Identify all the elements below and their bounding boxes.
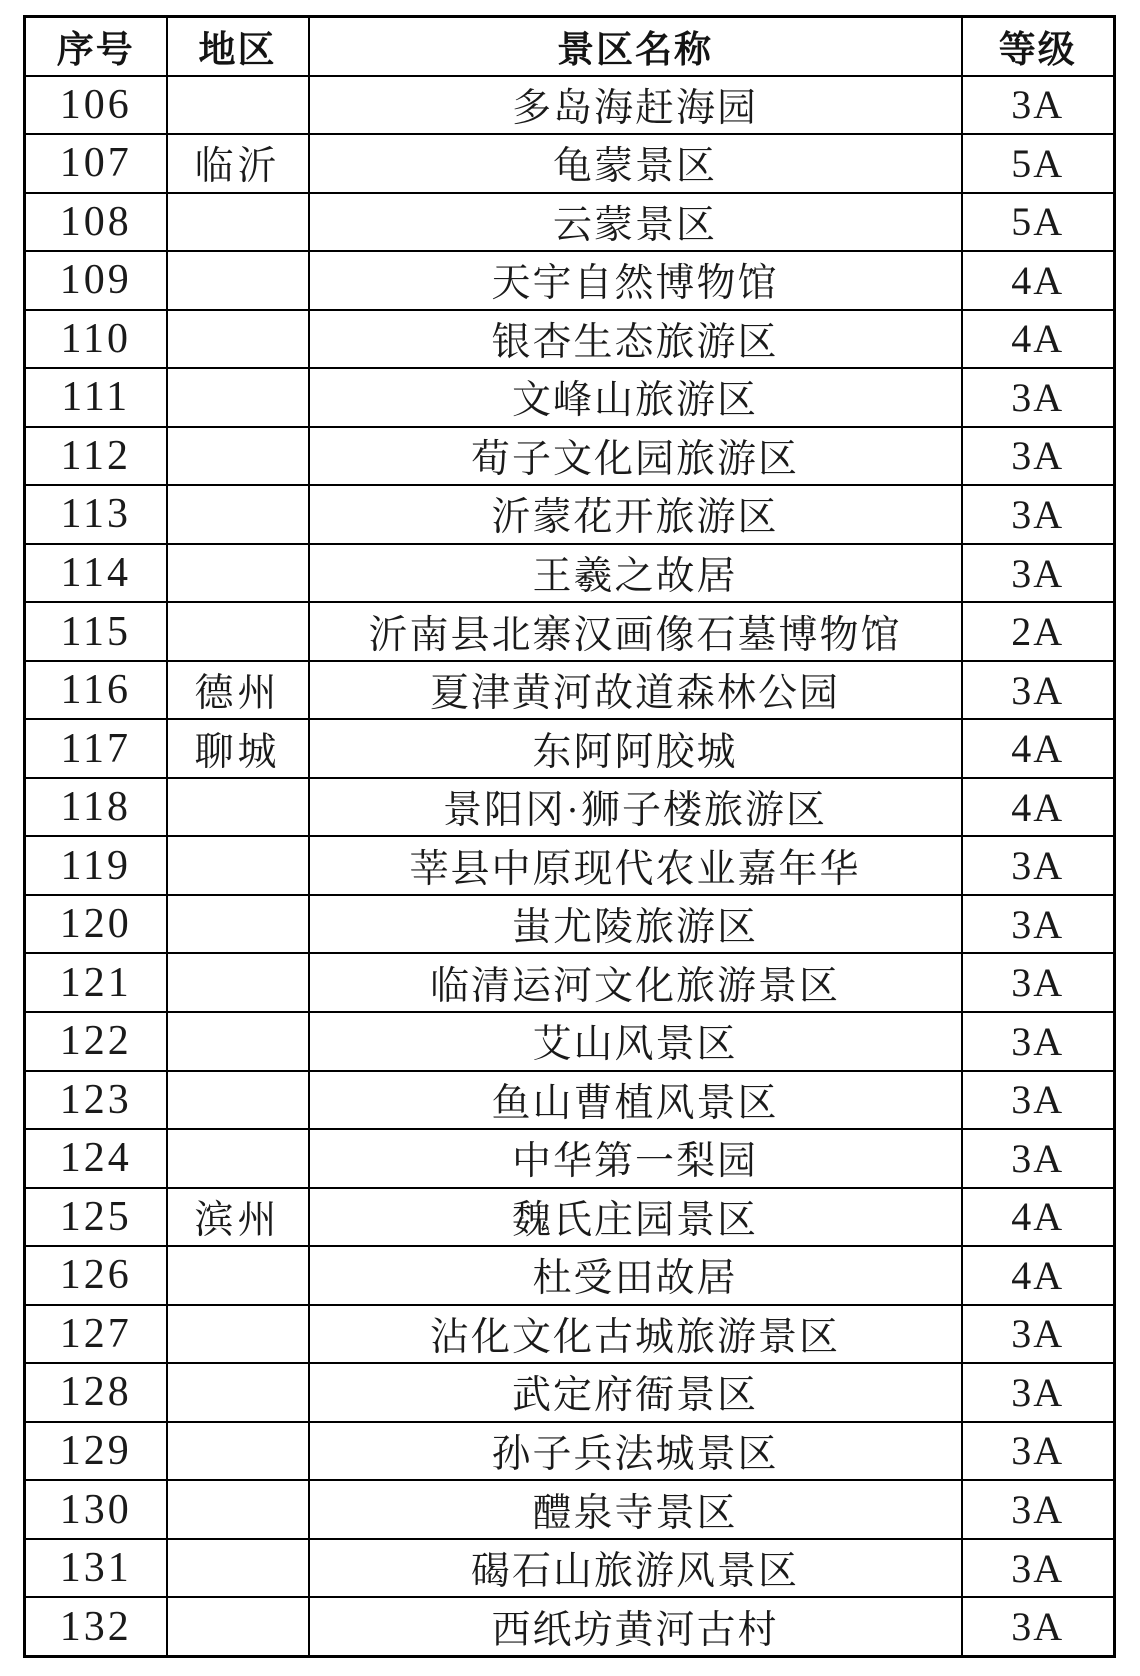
cell-grade: 3A	[962, 1012, 1115, 1071]
cell-no: 123	[25, 1071, 167, 1130]
cell-name: 沾化文化古城旅游景区	[309, 1305, 962, 1364]
cell-grade: 3A	[962, 953, 1115, 1012]
cell-grade: 3A	[962, 427, 1115, 486]
cell-no: 130	[25, 1480, 167, 1539]
cell-no: 119	[25, 836, 167, 895]
cell-grade: 3A	[962, 661, 1115, 720]
col-header-name: 景区名称	[309, 17, 962, 76]
cell-no: 120	[25, 895, 167, 954]
cell-region	[167, 778, 309, 837]
cell-name: 碣石山旅游风景区	[309, 1539, 962, 1598]
cell-region	[167, 1539, 309, 1598]
cell-region	[167, 76, 309, 135]
cell-grade: 4A	[962, 1188, 1115, 1247]
cell-no: 117	[25, 719, 167, 778]
table-row	[25, 76, 1115, 135]
cell-grade: 4A	[962, 778, 1115, 837]
cell-no: 122	[25, 1012, 167, 1071]
cell-grade: 3A	[962, 1539, 1115, 1598]
cell-no: 115	[25, 602, 167, 661]
table-row	[25, 310, 1115, 369]
cell-name: 东阿阿胶城	[309, 719, 962, 778]
cell-name: 荀子文化园旅游区	[309, 427, 962, 486]
cell-region	[167, 193, 309, 252]
col-header-grade: 等级	[962, 17, 1115, 76]
cell-grade: 3A	[962, 1129, 1115, 1188]
cell-grade: 3A	[962, 1597, 1115, 1656]
cell-no: 116	[25, 661, 167, 720]
cell-region	[167, 310, 309, 369]
cell-name: 孙子兵法城景区	[309, 1422, 962, 1481]
cell-no: 113	[25, 485, 167, 544]
table-row	[25, 544, 1115, 603]
cell-no: 124	[25, 1129, 167, 1188]
cell-name: 临清运河文化旅游景区	[309, 953, 962, 1012]
scenic-areas-table	[23, 15, 1116, 1658]
table-row	[25, 1539, 1115, 1598]
cell-region	[167, 1071, 309, 1130]
cell-no: 131	[25, 1539, 167, 1598]
cell-no: 128	[25, 1363, 167, 1422]
cell-region: 临沂	[167, 134, 309, 193]
cell-region	[167, 1305, 309, 1364]
table-row	[25, 1071, 1115, 1130]
cell-name: 鱼山曹植风景区	[309, 1071, 962, 1130]
table-row	[25, 1422, 1115, 1481]
cell-grade: 3A	[962, 1363, 1115, 1422]
cell-grade: 4A	[962, 1246, 1115, 1305]
cell-name: 王羲之故居	[309, 544, 962, 603]
cell-no: 126	[25, 1246, 167, 1305]
cell-region: 聊城	[167, 719, 309, 778]
cell-region	[167, 1246, 309, 1305]
cell-no: 132	[25, 1597, 167, 1656]
cell-region: 滨州	[167, 1188, 309, 1247]
cell-no: 127	[25, 1305, 167, 1364]
cell-region	[167, 953, 309, 1012]
cell-no: 114	[25, 544, 167, 603]
cell-grade: 3A	[962, 485, 1115, 544]
cell-grade: 3A	[962, 368, 1115, 427]
cell-name: 魏氏庄园景区	[309, 1188, 962, 1247]
cell-no: 121	[25, 953, 167, 1012]
cell-grade: 5A	[962, 134, 1115, 193]
table-row	[25, 1363, 1115, 1422]
table-row	[25, 719, 1115, 778]
cell-no: 106	[25, 76, 167, 135]
cell-name: 夏津黄河故道森林公园	[309, 661, 962, 720]
cell-region	[167, 1422, 309, 1481]
cell-name: 杜受田故居	[309, 1246, 962, 1305]
cell-no: 129	[25, 1422, 167, 1481]
cell-grade: 3A	[962, 544, 1115, 603]
col-header-no: 序号	[25, 17, 167, 76]
table-row	[25, 1305, 1115, 1364]
cell-name: 中华第一梨园	[309, 1129, 962, 1188]
cell-name: 沂蒙花开旅游区	[309, 485, 962, 544]
table-row	[25, 1246, 1115, 1305]
cell-region	[167, 1129, 309, 1188]
cell-name: 银杏生态旅游区	[309, 310, 962, 369]
cell-grade: 4A	[962, 251, 1115, 310]
cell-name: 艾山风景区	[309, 1012, 962, 1071]
col-header-region: 地区	[167, 17, 309, 76]
cell-region	[167, 485, 309, 544]
cell-name: 文峰山旅游区	[309, 368, 962, 427]
cell-region	[167, 1597, 309, 1656]
table-row	[25, 485, 1115, 544]
cell-region: 德州	[167, 661, 309, 720]
cell-region	[167, 895, 309, 954]
cell-no: 110	[25, 310, 167, 369]
cell-no: 107	[25, 134, 167, 193]
table-row	[25, 836, 1115, 895]
table-row	[25, 368, 1115, 427]
cell-region	[167, 251, 309, 310]
cell-name: 多岛海赶海园	[309, 76, 962, 135]
table-row	[25, 1188, 1115, 1247]
table-row	[25, 778, 1115, 837]
cell-name: 西纸坊黄河古村	[309, 1597, 962, 1656]
cell-no: 125	[25, 1188, 167, 1247]
table-row	[25, 661, 1115, 720]
table-row	[25, 1597, 1115, 1656]
cell-grade: 3A	[962, 1305, 1115, 1364]
cell-grade: 3A	[962, 1071, 1115, 1130]
cell-region	[167, 1480, 309, 1539]
cell-region	[167, 836, 309, 895]
table-row	[25, 953, 1115, 1012]
table-row	[25, 895, 1115, 954]
cell-no: 118	[25, 778, 167, 837]
cell-grade: 5A	[962, 193, 1115, 252]
cell-grade: 3A	[962, 895, 1115, 954]
cell-grade: 3A	[962, 836, 1115, 895]
cell-name: 蚩尤陵旅游区	[309, 895, 962, 954]
table-header-row	[25, 17, 1115, 76]
table-row	[25, 134, 1115, 193]
table-row	[25, 1012, 1115, 1071]
table-row	[25, 1480, 1115, 1539]
table-body	[25, 76, 1115, 1657]
cell-grade: 4A	[962, 310, 1115, 369]
cell-grade: 4A	[962, 719, 1115, 778]
cell-name: 天宇自然博物馆	[309, 251, 962, 310]
cell-name: 莘县中原现代农业嘉年华	[309, 836, 962, 895]
table-row	[25, 427, 1115, 486]
cell-region	[167, 544, 309, 603]
cell-name: 景阳冈·狮子楼旅游区	[309, 778, 962, 837]
cell-no: 111	[25, 368, 167, 427]
cell-name: 沂南县北寨汉画像石墓博物馆	[309, 602, 962, 661]
cell-grade: 3A	[962, 1480, 1115, 1539]
table-row	[25, 193, 1115, 252]
cell-name: 武定府衙景区	[309, 1363, 962, 1422]
cell-no: 108	[25, 193, 167, 252]
cell-grade: 3A	[962, 1422, 1115, 1481]
cell-name: 云蒙景区	[309, 193, 962, 252]
table-row	[25, 251, 1115, 310]
cell-no: 109	[25, 251, 167, 310]
cell-grade: 3A	[962, 76, 1115, 135]
cell-region	[167, 427, 309, 486]
cell-region	[167, 602, 309, 661]
cell-name: 醴泉寺景区	[309, 1480, 962, 1539]
cell-region	[167, 368, 309, 427]
table-row	[25, 602, 1115, 661]
cell-grade: 2A	[962, 602, 1115, 661]
cell-no: 112	[25, 427, 167, 486]
cell-region	[167, 1012, 309, 1071]
table-row	[25, 1129, 1115, 1188]
cell-region	[167, 1363, 309, 1422]
cell-name: 龟蒙景区	[309, 134, 962, 193]
